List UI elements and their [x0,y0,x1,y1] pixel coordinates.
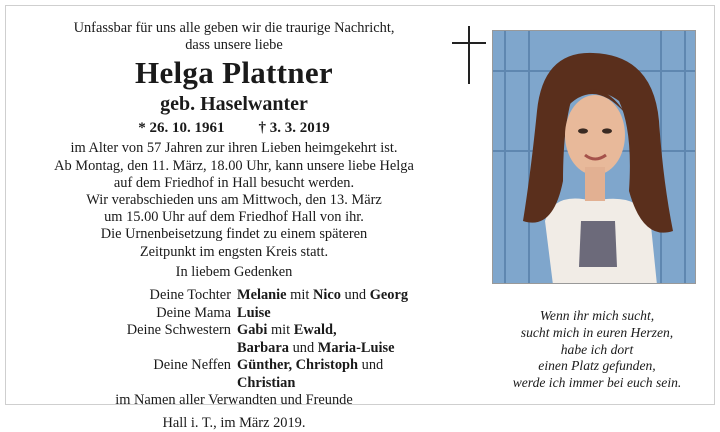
mother-entry: Luise [237,304,271,321]
in-memory-line: In liebem Gedenken [175,263,293,280]
family-list [24,287,444,392]
age-line: im Alter von 57 Jahren zur ihren Lieben heimgekehrt ist. [70,140,398,157]
daughter-label: Deine Tochter [149,287,231,304]
poem [486,308,708,392]
viewing-line-2: auf dem Friedhof in Hall besucht werden. [113,174,355,191]
farewell-line-4: Zeitpunkt im engsten Kreis statt. [139,243,329,260]
farewell-line-1: Wir verabschieden uns am Mittwoch, den 13. März [86,192,382,209]
place-date: Hall i. T., im März 2019. [162,415,306,432]
sisters-label-spacer [24,340,231,358]
main-text-column [24,20,444,432]
sisters-label: Deine Schwestern [126,322,231,339]
sister-entry-1: Gabi mit Ewald, [237,322,337,339]
viewing-line-1: Ab Montag, den 11. März, 18.00 Uhr, kann unsere liebe Helga [54,157,414,174]
deceased-name: Helga Plattner [135,55,333,91]
maiden-name: geb. Haselwanter [160,93,308,116]
relatives-line: im Namen aller Verwandten und Freunde [115,392,353,409]
sister-entry-2: Barbara und Maria-Luise [237,339,395,356]
intro-line-1: Unfassbar für uns alle geben wir die traurige Nachricht, [73,20,395,36]
poem-line-1: Wenn ihr mich sucht, [539,308,655,323]
portrait-photo [492,30,696,284]
cross-icon [452,26,486,84]
obituary-notice [5,5,715,432]
nephews-entry: Günther, Christoph und Christian [237,357,384,391]
nephews-label: Deine Neffen [153,357,231,374]
death-date: † 3. 3. 2019 [258,120,330,137]
mother-label: Deine Mama [156,304,231,321]
birth-date: * 26. 10. 1961 [138,120,225,137]
poem-line-2: sucht mich in euren Herzen, [520,324,674,340]
intro-line-2: dass unsere liebe [185,37,283,54]
poem-line-5: werde ich immer bei euch sein. [512,375,682,391]
farewell-line-3: Die Urnenbeisetzung findet zu einem späteren [100,226,368,243]
poem-line-4: einen Platz gefunden, [538,358,656,374]
poem-line-3: habe ich dort [560,341,634,357]
farewell-line-2: um 15.00 Uhr auf dem Friedhof Hall von ihr. [104,209,364,226]
life-dates [24,118,444,138]
daughter-entry: Melanie mit Nico und Georg [237,287,409,304]
